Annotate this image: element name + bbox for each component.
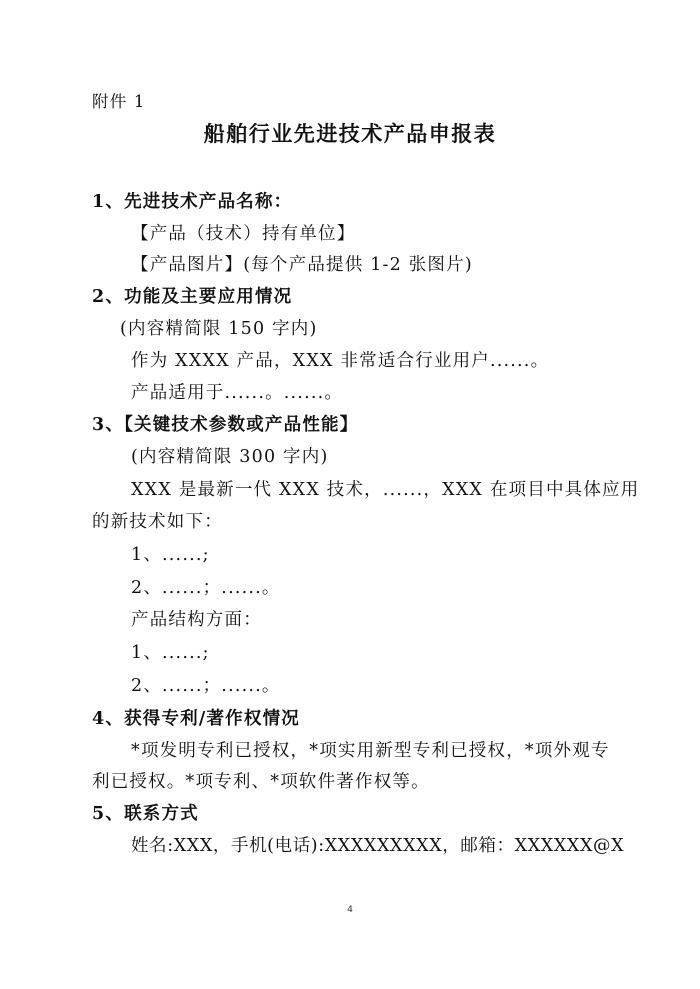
section-3-item-1: 1、......; [131,545,210,565]
section-1-heading: 1、先进技术产品名称： [92,192,293,212]
section-3-item-4: 2、......；......。 [131,676,281,696]
section-4-line-1: *项发明专利已授权，*项实用新型专利已授权，*项外观专 [131,741,610,761]
attachment-label: 附件 1 [92,92,146,111]
section-3-heading: 3、【关键技术参数或产品性能】 [92,415,359,435]
section-3-item-3: 1、......; [131,643,210,663]
section-2-line-1: 作为 XXXX 产品，XXX 非常适合行业用户......。 [131,351,550,371]
section-1-line-1: 【产品（技术）持有单位】 [131,224,356,244]
section-5-heading: 5、联系方式 [92,804,199,824]
section-2-line-2: 产品适用于......。......。 [131,383,344,403]
section-1-line-2: 【产品图片】(每个产品提供 1-2 张图片) [131,255,473,275]
page-number: 4 [347,905,353,915]
page-title: 船舶行业先进技术产品申报表 [203,121,497,146]
section-3-structure-label: 产品结构方面： [131,610,262,630]
section-5-line-1: 姓名:XXX，手机(电话):XXXXXXXXX，邮箱：XXXXXX@X [131,836,625,856]
section-4-heading: 4、获得专利/著作权情况 [92,709,300,729]
section-2-heading: 2、功能及主要应用情况 [92,287,293,307]
section-3-item-2: 2、......；......。 [131,578,281,598]
section-3-note: (内容精简限 300 字内) [131,447,329,467]
section-3-paragraph-line-2: 的新技术如下： [92,512,223,532]
section-3-paragraph-line-1: XXX 是最新一代 XXX 技术，......，XXX 在项目中具体应用 [131,480,640,500]
section-2-note: (内容精简限 150 字内) [120,319,318,339]
section-4-line-2: 利已授权。*项专利、*项软件著作权等。 [92,772,430,792]
